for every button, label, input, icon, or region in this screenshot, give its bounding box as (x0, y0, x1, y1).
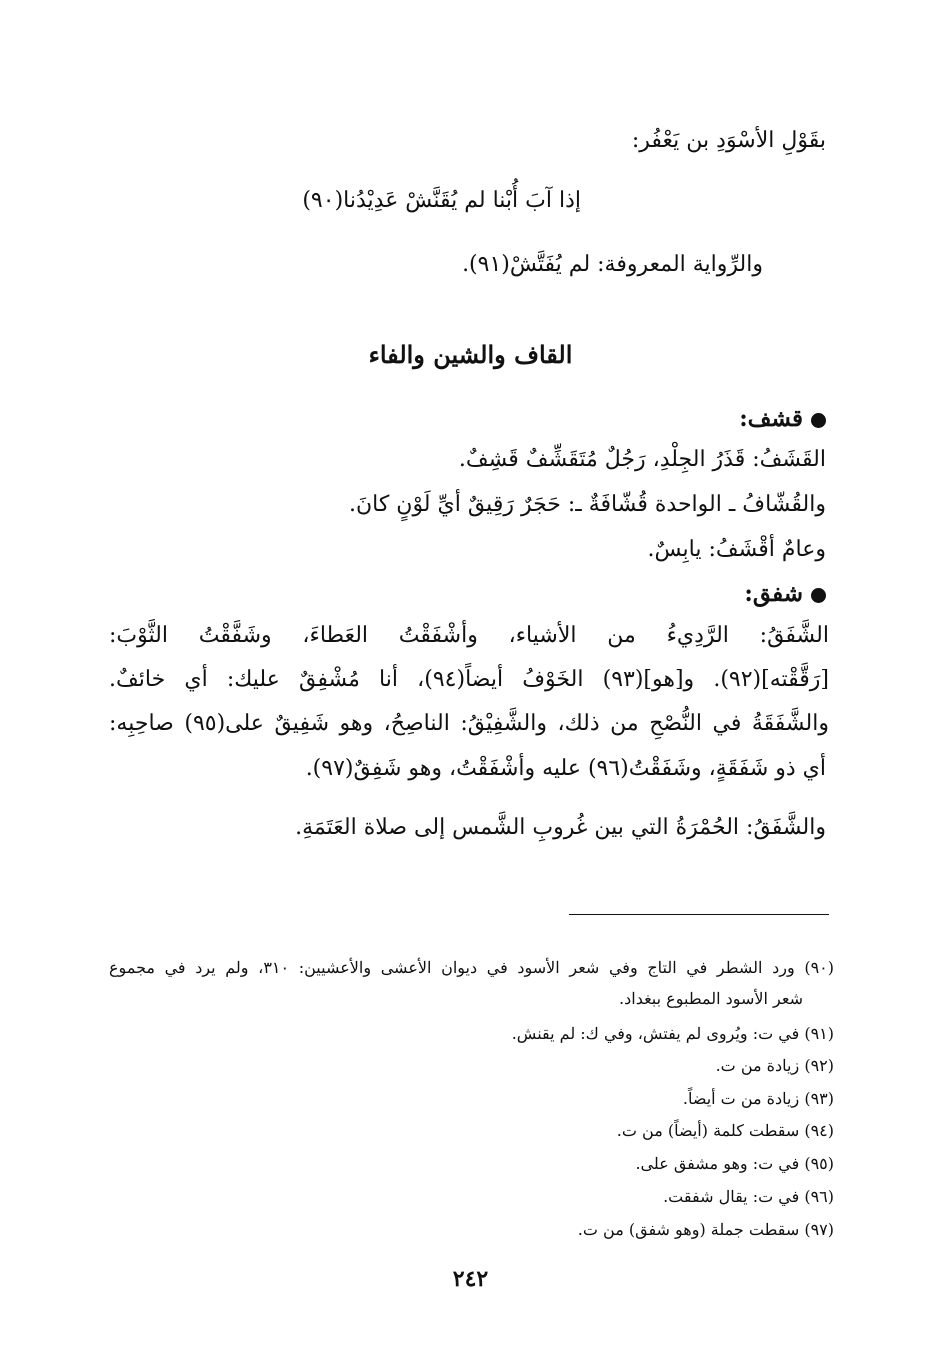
verse-line: إذا آبَ أُبْنا لم يُقَنَّشْ عَدِيْدُنا(٩٠) (302, 188, 581, 213)
footnote: (٩٠) ورد الشطر في التاج وفي شعر الأسود في ديوان الأعشى والأعشيين: ٣١٠، ولم يرد في مجموع (109, 958, 834, 977)
footnote: (٩٦) في ت: يقال شفقت. (663, 1187, 834, 1206)
footnote: (٩٢) زيادة من ت. (715, 1056, 834, 1075)
page-number: ٢٤٢ (452, 1266, 489, 1292)
entry-line: وعامٌ أقْشَفُ: يابِسٌ. (647, 537, 826, 562)
bullet-icon (811, 413, 826, 428)
footnote: شعر الأسود المطبوع ببغداد. (619, 989, 803, 1008)
footnote: (٩٥) في ت: وهو مشفق على. (635, 1154, 834, 1173)
entry-heading-shafaq (744, 580, 826, 607)
footnote: (٩٤) سقطت كلمة (أيضاً) من ت. (616, 1121, 834, 1140)
intro-line-3: والرِّواية المعروفة: لم يُفَتَّشْ(٩١). (462, 252, 763, 277)
entry-line: والقُشّافُ ـ الواحدة قُشّافَةٌ ـ: حَجَرٌ رَقِيقٌ أيِّ لَوْنٍ كانَ. (348, 492, 826, 517)
entry-heading-text: قشف: (739, 405, 803, 432)
entry-line: [رَقَّقْته](٩٢). و[هو](٩٣) الخَوْفُ أيضاً(٩٤)، أنا مُشْفِقٌ عليك: أي خائفٌ. (109, 667, 829, 692)
footnote-divider (569, 914, 829, 915)
footnote: (٩١) في ت: ويُروى لم يفتش، وفي ك: لم يقنش. (511, 1024, 834, 1043)
section-title: القاف والشين والفاء (368, 340, 573, 369)
intro-line-1: بقَوْلِ الأسْوَدِ بن يَعْفُر: (631, 128, 826, 153)
entry-line: أي ذو شَفَقَةٍ، وشَفَقْتُ(٩٦) عليه وأشْفَقْتُ، وهو شَفِقٌ(٩٧). (305, 756, 826, 781)
entry-line: القَشَفُ: قَذَرُ الجِلْدِ، رَجُلٌ مُتَقَشِّفٌ قَشِفٌ. (458, 447, 826, 472)
entry-line: والشَّفَقُ: الحُمْرَةُ التي بين غُروبِ الشَّمس إلى صلاة العَتَمَةِ. (295, 815, 826, 840)
entry-line: والشَّفَقَةُ في النُّصْحِ من ذلك، والشَّفِيْقُ: الناصِحُ، وهو شَفِيقٌ على(٩٥) صاحِبِه: (109, 711, 829, 736)
entry-heading-qashaf (739, 405, 826, 432)
footnote: (٩٣) زيادة من ت أيضاً. (682, 1089, 834, 1108)
bullet-icon (811, 588, 826, 603)
footnote: (٩٧) سقطت جملة (وهو شفق) من ت. (577, 1220, 834, 1239)
entry-line: الشَّفَقُ: الرَّدِيءُ من الأشياء، وأشْفَقْتُ العَطاءَ، وشَفَّقْتُ الثَّوْبَ: (109, 623, 829, 648)
entry-heading-text: شفق: (744, 580, 803, 607)
